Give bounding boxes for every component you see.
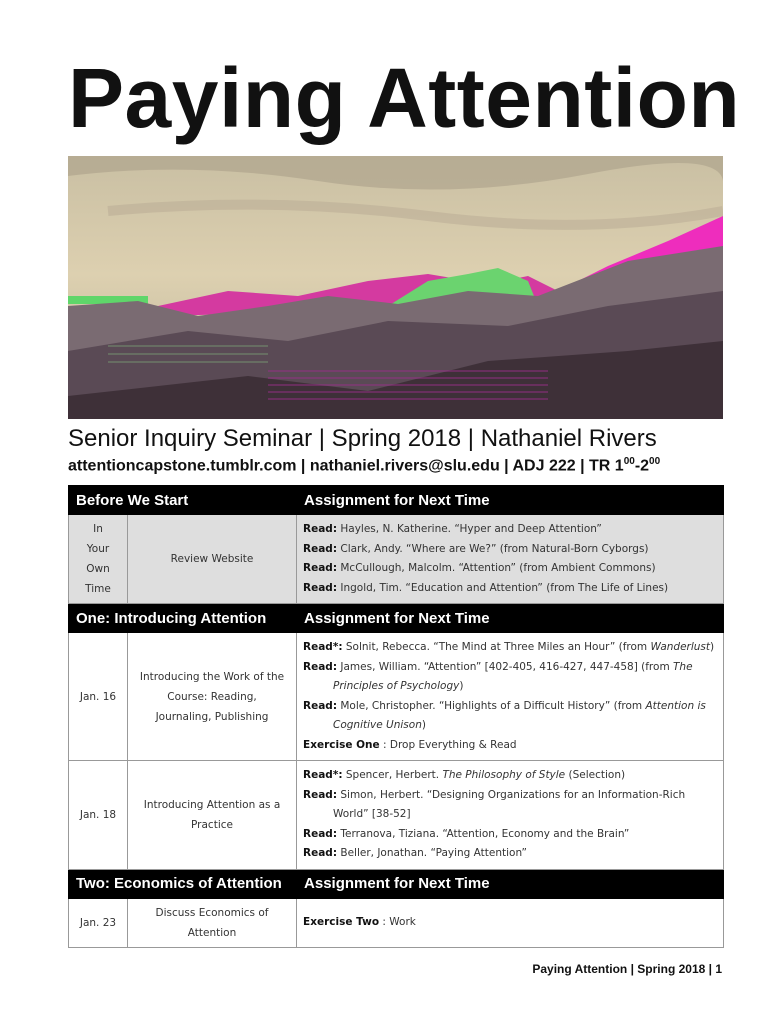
assignment-header: Assignment for Next Time <box>297 869 724 898</box>
row-date: Jan. 23 <box>69 898 128 947</box>
section-header <box>69 486 724 515</box>
assignment-label: Read: <box>303 523 338 535</box>
assignment-item <box>303 520 717 540</box>
row-topic: Introducing Attention as a Practice <box>128 761 297 870</box>
assignment-text: Ingold, Tim. “Education and Attention” (from The Life of Lines) <box>340 581 669 594</box>
assignment-source-title: The Principles of Psychology <box>333 660 693 692</box>
time-end-superscript: 00 <box>649 456 661 467</box>
assignment-item <box>303 579 717 599</box>
assignment-text: Clark, Andy. “Where are We?” (from Natural-Born Cyborgs) <box>340 542 649 555</box>
assignment-item <box>303 559 717 579</box>
schedule-table <box>68 485 724 948</box>
assignment-label: Read: <box>303 788 338 801</box>
assignment-text-suffix: (Selection) <box>565 769 626 781</box>
assignment-item <box>303 913 717 933</box>
page-footer: Paying Attention | Spring 2018 | 1 <box>532 962 722 976</box>
assignment-label: Read: <box>303 660 338 673</box>
assignment-text: James, William. “Attention” [402-405, 416-427, 447-458] (from <box>340 660 674 673</box>
assignment-item <box>303 844 717 864</box>
page-title: Paying Attention <box>68 51 741 145</box>
assignment-item <box>303 766 717 786</box>
schedule-row <box>69 898 724 947</box>
assignment-item <box>303 638 717 658</box>
assignment-item <box>303 736 717 756</box>
assignment-label: Exercise Two <box>303 915 380 928</box>
assignment-text: Spencer, Herbert. <box>345 769 443 781</box>
assignment-label: Read: <box>303 542 338 555</box>
assignment-item <box>303 658 717 697</box>
row-assignments <box>297 898 724 947</box>
assignment-label: Read: <box>303 699 338 712</box>
assignment-text-suffix: ) <box>710 641 715 653</box>
contact-text: attentioncapstone.tumblr.com | nathaniel.rivers@slu.edu | ADJ 222 | TR 1 <box>68 457 624 475</box>
row-assignments <box>297 633 724 761</box>
hero-image <box>68 156 723 419</box>
assignment-text: Terranova, Tiziana. “Attention, Economy and the Brain” <box>340 827 630 840</box>
assignment-text: : Work <box>382 915 416 928</box>
assignment-text: McCullough, Malcolm. “Attention” (from Ambient Commons) <box>340 562 656 574</box>
assignment-text: Simon, Herbert. “Designing Organizations for an Information-Rich World” [38-52] <box>333 788 686 820</box>
time-dash: -2 <box>634 457 650 475</box>
section-title: Before We Start <box>69 486 297 515</box>
assignment-item <box>303 540 717 560</box>
assignment-text: : Drop Everything & Read <box>382 738 517 751</box>
assignment-label: Read*: <box>303 769 343 781</box>
section-title: One: Introducing Attention <box>69 604 297 633</box>
section-header <box>69 869 724 898</box>
row-topic: Introducing the Work of the Course: Reading, Journaling, Publishing <box>128 633 297 761</box>
assignment-text: Beller, Jonathan. “Paying Attention” <box>340 847 527 859</box>
row-date: Jan. 18 <box>69 761 128 870</box>
assignment-item <box>303 825 717 845</box>
row-topic: Discuss Economics of Attention <box>128 898 297 947</box>
section-title: Two: Economics of Attention <box>69 869 297 898</box>
schedule-row <box>69 515 724 604</box>
assignment-header: Assignment for Next Time <box>297 604 724 633</box>
assignment-source-title: The Philosophy of Style <box>442 769 566 781</box>
schedule-row <box>69 761 724 870</box>
section-header <box>69 604 724 633</box>
contact-line <box>68 456 660 475</box>
row-assignments <box>297 515 724 604</box>
assignment-source-title: Wanderlust <box>650 641 711 653</box>
row-date: In Your Own Time <box>69 515 128 604</box>
assignment-label: Read*: <box>303 641 343 653</box>
row-date: Jan. 16 <box>69 633 128 761</box>
time-start-superscript: 00 <box>623 456 635 467</box>
course-subtitle: Senior Inquiry Seminar | Spring 2018 | Nathaniel Rivers <box>68 425 657 452</box>
row-topic: Review Website <box>128 515 297 604</box>
assignment-label: Read: <box>303 847 338 859</box>
assignment-item <box>303 697 717 736</box>
assignment-label: Read: <box>303 827 338 840</box>
assignment-item <box>303 786 717 825</box>
assignment-text: Solnit, Rebecca. “The Mind at Three Miles an Hour” (from <box>345 641 651 653</box>
row-assignments <box>297 761 724 870</box>
assignment-text-suffix: ) <box>421 719 426 731</box>
assignment-text-suffix: ) <box>459 680 464 692</box>
assignment-text: Mole, Christopher. “Highlights of a Difficult History” (from <box>340 699 646 712</box>
assignment-source-title: Attention is Cognitive Unison <box>333 699 706 731</box>
assignment-label: Exercise One <box>303 738 380 751</box>
assignment-text: Hayles, N. Katherine. “Hyper and Deep Attention” <box>340 523 602 535</box>
assignment-label: Read: <box>303 581 338 594</box>
assignment-label: Read: <box>303 562 338 574</box>
schedule-row <box>69 633 724 761</box>
assignment-header: Assignment for Next Time <box>297 486 724 515</box>
